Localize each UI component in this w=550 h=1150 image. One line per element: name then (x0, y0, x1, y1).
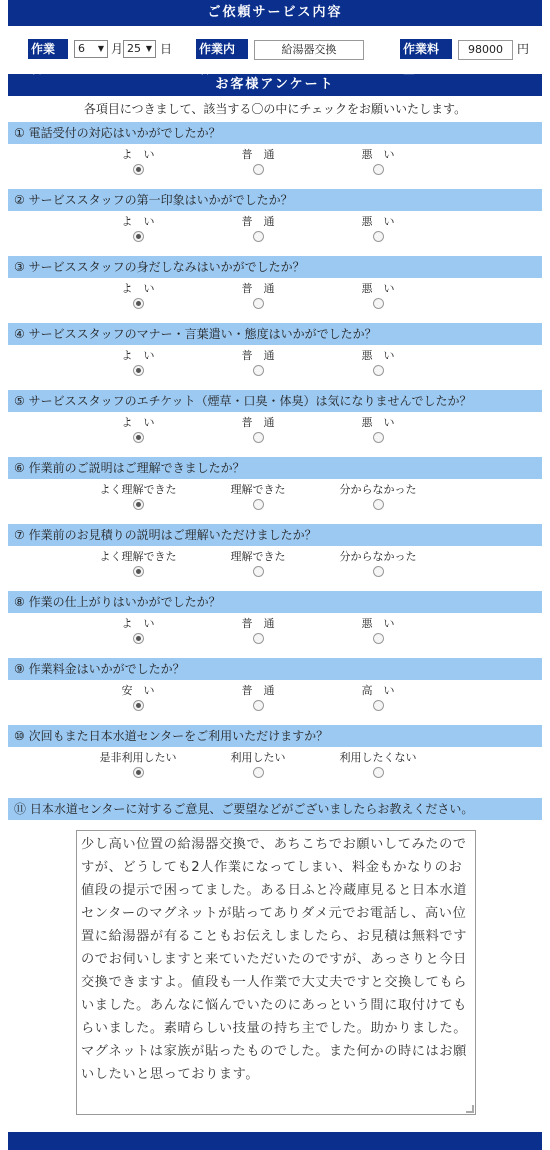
work-field[interactable]: 給湯器交換 (254, 40, 364, 60)
question-block (8, 457, 542, 524)
question-heading: ⑥ 作業前のご説明はご理解できましたか？ (8, 457, 542, 479)
radio-button[interactable] (133, 767, 144, 778)
radio-label: よ い (121, 215, 155, 228)
radio-button[interactable] (133, 365, 144, 376)
q11-heading: ⑪ 日本水道センターに対するご意見、ご要望などがございましたらお教えください。 (8, 798, 542, 820)
radio-option[interactable] (93, 215, 183, 245)
radio-label: よ い (121, 617, 155, 630)
radio-option[interactable] (333, 617, 423, 647)
radio-option[interactable] (93, 282, 183, 312)
radio-button[interactable] (373, 231, 384, 242)
question-block (8, 122, 542, 189)
radio-label: 普 通 (241, 617, 275, 630)
radio-option[interactable] (93, 416, 183, 446)
radio-label: 普 通 (241, 215, 275, 228)
radio-button[interactable] (133, 298, 144, 309)
radio-button[interactable] (373, 432, 384, 443)
radio-option[interactable] (93, 349, 183, 379)
fee-field[interactable]: 98000 (458, 40, 513, 60)
radio-button[interactable] (373, 566, 384, 577)
footer-bar (8, 1132, 542, 1150)
survey-form (8, 0, 542, 1150)
radio-option[interactable] (213, 483, 303, 513)
radio-button[interactable] (253, 231, 264, 242)
radio-option[interactable] (333, 751, 423, 781)
radio-button[interactable] (253, 499, 264, 510)
radio-label: 悪 い (361, 282, 395, 295)
month-unit: 月 (111, 42, 124, 56)
radio-option[interactable] (213, 148, 303, 178)
resize-grip-icon[interactable] (466, 1105, 474, 1113)
question-heading: ⑤ サービススタッフのエチケット（煙草・口臭・体臭）は気になりませんでしたか？ (8, 390, 542, 412)
question-block (8, 256, 542, 323)
radio-button[interactable] (253, 767, 264, 778)
radio-option[interactable] (333, 416, 423, 446)
day-value: 25 (127, 42, 141, 55)
question-block (8, 524, 542, 591)
radio-label: よ い (121, 148, 155, 161)
radio-label: 是非利用したい (99, 751, 177, 764)
radio-label: 理解できた (230, 483, 286, 496)
radio-button[interactable] (373, 298, 384, 309)
radio-label: 悪 い (361, 148, 395, 161)
day-unit: 日 (160, 42, 173, 56)
fee-label: 作業料金 (400, 39, 452, 59)
work-label: 作業内容 (196, 39, 248, 59)
radio-label: 安 い (121, 684, 155, 697)
radio-label: 普 通 (241, 282, 275, 295)
question-heading: ③ サービススタッフの身だしなみはいかがでしたか？ (8, 256, 542, 278)
radio-option[interactable] (93, 148, 183, 178)
instruction-text: 各項目につきまして、該当する〇の中にチェックをお願いいたします。 (83, 102, 467, 116)
radio-button[interactable] (253, 164, 264, 175)
radio-button[interactable] (373, 365, 384, 376)
question-heading: ⑩ 次回もまた日本水道センターをご利用いただけますか？ (8, 725, 542, 747)
question-heading: ④ サービススタッフのマナー・言葉遣い・態度はいかがでしたか？ (8, 323, 542, 345)
radio-button[interactable] (253, 633, 264, 644)
radio-button[interactable] (253, 365, 264, 376)
radio-button[interactable] (373, 767, 384, 778)
radio-label: 高 い (361, 684, 395, 697)
month-value: 6 (78, 42, 85, 55)
comment-textarea[interactable] (76, 830, 476, 1115)
radio-label: よ い (121, 282, 155, 295)
question-block (8, 658, 542, 725)
question-block (8, 323, 542, 390)
radio-label: 利用したい (230, 751, 286, 764)
survey-header: お客様アンケート (8, 74, 542, 96)
radio-label: 普 通 (241, 416, 275, 429)
day-select[interactable] (123, 40, 156, 58)
radio-button[interactable] (133, 231, 144, 242)
radio-label: よ い (121, 349, 155, 362)
radio-button[interactable] (253, 432, 264, 443)
question-block (8, 725, 542, 792)
radio-option[interactable] (333, 684, 423, 714)
radio-label: 分からなかった (339, 550, 417, 563)
radio-label: 分からなかった (339, 483, 417, 496)
radio-button[interactable] (133, 432, 144, 443)
radio-button[interactable] (133, 499, 144, 510)
radio-label: 普 通 (241, 148, 275, 161)
radio-label: 悪 い (361, 617, 395, 630)
radio-label: よく理解できた (99, 550, 177, 563)
radio-label: 理解できた (230, 550, 286, 563)
question-block (8, 591, 542, 658)
month-select[interactable] (74, 40, 108, 58)
fee-unit: 円 (517, 42, 530, 56)
radio-button[interactable] (253, 700, 264, 711)
radio-button[interactable] (373, 700, 384, 711)
service-header: ご依頼サービス内容 (8, 0, 542, 26)
radio-option[interactable] (213, 684, 303, 714)
radio-option[interactable] (333, 349, 423, 379)
radio-label: よ い (121, 416, 155, 429)
radio-label: 普 通 (241, 349, 275, 362)
date-label: 作業日 (28, 39, 68, 59)
comment-text: 少し高い位置の給湯器交換で、あちこちでお願いしてみたのですが、どうしても2人作業になってしまい、料金もかなりのお値段の提示で困ってました。ある日ふと冷蔵庫見ると日本水道センターのマグネットが貼ってありダメ元でお電話し、高い位置に給湯器が有ることもお伝えしましたら、お見積は無料ですのでお伺いしますと来ていただいたのですが、あっさりと今日交換できますよ。値段も一人作業で大丈夫ですと交換してもらいました。あんなに悩んでいたのにあっという間に取付けてもらいました。素晴らしい技量の持ち主でした。助かりました。マグネットは家族が貼ったものでした。また何かの時にはお願いしたいと思っております。 (81, 837, 468, 1082)
radio-button[interactable] (373, 164, 384, 175)
radio-option[interactable] (93, 550, 183, 580)
radio-label: 普 通 (241, 684, 275, 697)
radio-label: 利用したくない (339, 751, 417, 764)
question-heading: ⑧ 作業の仕上がりはいかがでしたか？ (8, 591, 542, 613)
question-heading: ⑦ 作業前のお見積りの説明はご理解いただけましたか？ (8, 524, 542, 546)
radio-button[interactable] (253, 298, 264, 309)
chevron-down-icon: ▼ (97, 44, 104, 53)
radio-option[interactable] (333, 282, 423, 312)
radio-option[interactable] (213, 550, 303, 580)
radio-option[interactable] (333, 148, 423, 178)
radio-option[interactable] (333, 215, 423, 245)
radio-option[interactable] (213, 215, 303, 245)
radio-option[interactable] (213, 349, 303, 379)
radio-button[interactable] (133, 700, 144, 711)
radio-option[interactable] (93, 751, 183, 781)
radio-option[interactable] (333, 483, 423, 513)
radio-button[interactable] (133, 633, 144, 644)
radio-button[interactable] (133, 164, 144, 175)
radio-button[interactable] (373, 633, 384, 644)
radio-option[interactable] (213, 282, 303, 312)
chevron-down-icon: ▼ (145, 44, 152, 53)
radio-label: 悪 い (361, 416, 395, 429)
question-heading: ⑨ 作業料金はいかがでしたか？ (8, 658, 542, 680)
radio-option[interactable] (93, 483, 183, 513)
question-block (8, 390, 542, 457)
radio-option[interactable] (213, 751, 303, 781)
radio-button[interactable] (373, 499, 384, 510)
question-block (8, 189, 542, 256)
radio-option[interactable] (93, 617, 183, 647)
radio-label: 悪 い (361, 215, 395, 228)
radio-button[interactable] (133, 566, 144, 577)
radio-option[interactable] (333, 550, 423, 580)
radio-option[interactable] (93, 684, 183, 714)
radio-option[interactable] (213, 617, 303, 647)
radio-label: よく理解できた (99, 483, 177, 496)
radio-button[interactable] (253, 566, 264, 577)
service-row (8, 26, 542, 74)
question-heading: ② サービススタッフの第一印象はいかがでしたか？ (8, 189, 542, 211)
question-list (8, 122, 542, 792)
question-heading: ① 電話受付の対応はいかがでしたか？ (8, 122, 542, 144)
radio-label: 悪 い (361, 349, 395, 362)
radio-option[interactable] (213, 416, 303, 446)
